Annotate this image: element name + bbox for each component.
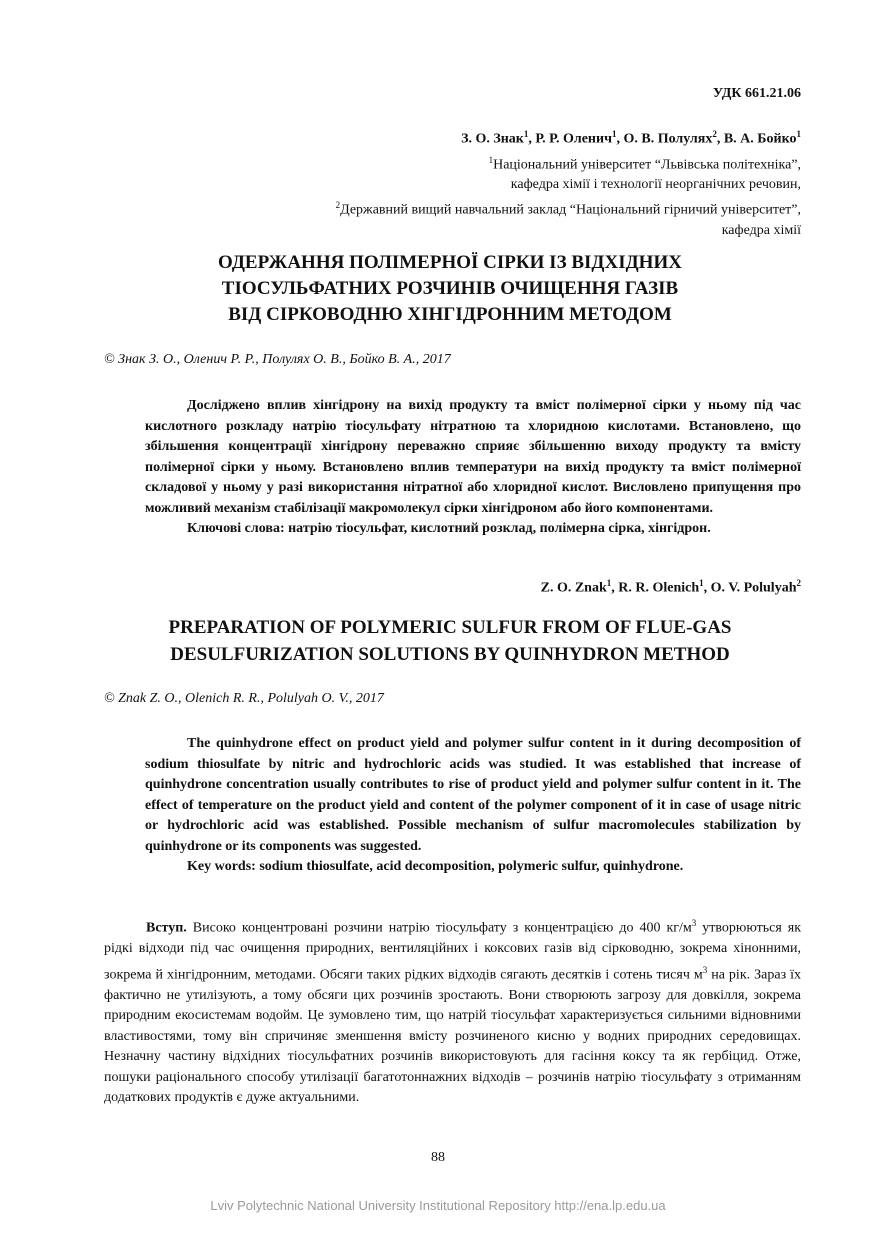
authors-uk (336, 124, 801, 150)
superscript: 3 (691, 918, 697, 928)
intro-text: утворюються як рідкі відходи під час очищення природних, вентиляційних і коксових газів від сірководню, зокрема хінонними, зокрема й хінгідронним, методами. Обсяги таких рідких відходів сягають десятків і сотень тисяч м (104, 920, 801, 983)
intro-paragraph (104, 913, 801, 1109)
superscript: 3 (702, 964, 708, 975)
affiliation-text: Національний університет “Львівська політехніка”, (493, 157, 801, 173)
title-line: DESULFURIZATION SOLUTIONS BY QUINHYDRON METHOD (170, 644, 730, 665)
keywords: Ключові слова: натрію тіосульфат, кислотний розклад, полімерна сірка, хінгідрон. (187, 521, 711, 536)
repository-footer: Lviv Polytechnic National University Institutional Repository http://ena.lp.edu.ua (210, 1198, 666, 1213)
affiliation-marker: 1 (699, 578, 704, 588)
title-line: PREPARATION OF POLYMERIC SULFUR FROM OF FLUE-GAS (168, 617, 732, 638)
affiliation-2 (336, 195, 801, 221)
author-name: З. О. Знак (461, 131, 524, 147)
author-name: , Р. Р. Оленич (528, 131, 612, 147)
affiliation-2-dept: кафедра хімії (721, 222, 801, 238)
keywords: Key words: sodium thiosulfate, acid decomposition, polymeric sulfur, quinhydrone. (187, 859, 684, 874)
affiliation-marker: 2 (712, 129, 717, 139)
affiliation-1-dept: кафедра хімії і технології неорганічних речовин, (510, 177, 801, 193)
title-en (100, 614, 800, 668)
title-line: ВІД СІРКОВОДНЮ ХІНГІДРОННИМ МЕТОДОМ (228, 304, 672, 325)
affiliation-marker: 1 (796, 129, 801, 139)
title-line: ТІОСУЛЬФАТНИХ РОЗЧИНІВ ОЧИЩЕННЯ ГАЗІВ (221, 278, 679, 299)
abstract-text: The quinhydrone effect on product yield and polymer sulfur content in it during decomposition of sodium thiosulfate by nitric and hydrochloric acids was studied. It was established that increase of quinhydrone concentration usually contributes to rise of product yield and polymer sulfur content in it. The effect of temperature on the product yield and content of the polymer component of it in case of usage nitric or hydrochloric acid was established. Possible mechanism of sulfur macromolecules stabilization by quinhydrone or its components was suggested. (145, 736, 801, 854)
authors-en (541, 578, 801, 597)
abstract-text: Досліджено вплив хінгідрону на вихід продукту та вміст полімерної сірки у ньому під час кислотного розкладу натрію тіосульфату нітратною та хлоридною кислотами. Встановлено, що збільшення концентрації хінгідрону переважно сприяє збільшенню виходу продукту та вмісту полімерної сірки у ньому. Встановлено вплив температури на вихід продукту та вміст полімерної складової у ньому у разі використання нітратної або хлоридної кислот. Висловлено припущення про можливий механізм стабілізації макромолекул сірки хінгідроном або його компонентами. (145, 398, 801, 516)
author-name: Z. O. Znak (540, 580, 607, 596)
intro-text: Високо концентровані розчини натрію тіосульфату з концентрацією до 400 кг/м (186, 920, 692, 936)
author-name: , О. В. Полулях (616, 131, 713, 147)
affiliation-marker: 2 (335, 200, 341, 211)
page-number: 88 (431, 1150, 445, 1165)
title-uk (100, 250, 800, 328)
affiliation-marker: 2 (796, 578, 801, 588)
title-line: ОДЕРЖАННЯ ПОЛІМЕРНОЇ СІРКИ ІЗ ВІДХІДНИХ (218, 252, 682, 273)
copyright-en: © Znak Z. O., Olenich R. R., Polulyah O. V., 2017 (104, 691, 384, 706)
copyright-uk: © Знак З. О., Оленич Р. Р., Полулях О. В., Бойко В. А., 2017 (104, 352, 451, 367)
affiliation-1 (336, 150, 801, 176)
authors-affiliations-uk (336, 124, 801, 241)
affiliation-marker: 1 (611, 129, 617, 139)
affiliation-text: Державний вищий навчальний заклад “Національний гірничий університет”, (340, 202, 801, 218)
abstract-uk (145, 396, 801, 540)
affiliation-marker: 1 (488, 154, 494, 165)
intro-label: Вступ. (146, 920, 187, 936)
udk-code: УДК 661.21.06 (712, 86, 801, 101)
abstract-en (145, 734, 801, 878)
author-name: , В. А. Бойко (716, 131, 797, 147)
affiliation-marker: 1 (606, 578, 612, 588)
author-name: , R. R. Olenich (611, 580, 700, 596)
affiliation-marker: 1 (523, 129, 529, 139)
intro-text: на рік. Зараз їх фактично не утилізують, а тому обсяги цих розчинів зростають. Вони створюють загрозу для довкілля, зокрема природним екосистемам водойм. Це зумовлено тим, що натрій тіосульфат характеризується сильними відновними властивостями, тому він спричиняє зменшення вмісту розчиненого кисню у водних природних середовищах. Незначну частину відхідних тіосульфатних розчинів використовують для гасіння коксу та як гербіцид. Отже, пошуки раціонального способу утилізації багатотоннажних відходів – розчинів натрію тіосульфату з отриманням додаткових продуктів є дуже актуальними. (104, 967, 801, 1106)
author-name: , O. V. Polulyah (703, 580, 797, 596)
introduction (104, 913, 801, 1109)
